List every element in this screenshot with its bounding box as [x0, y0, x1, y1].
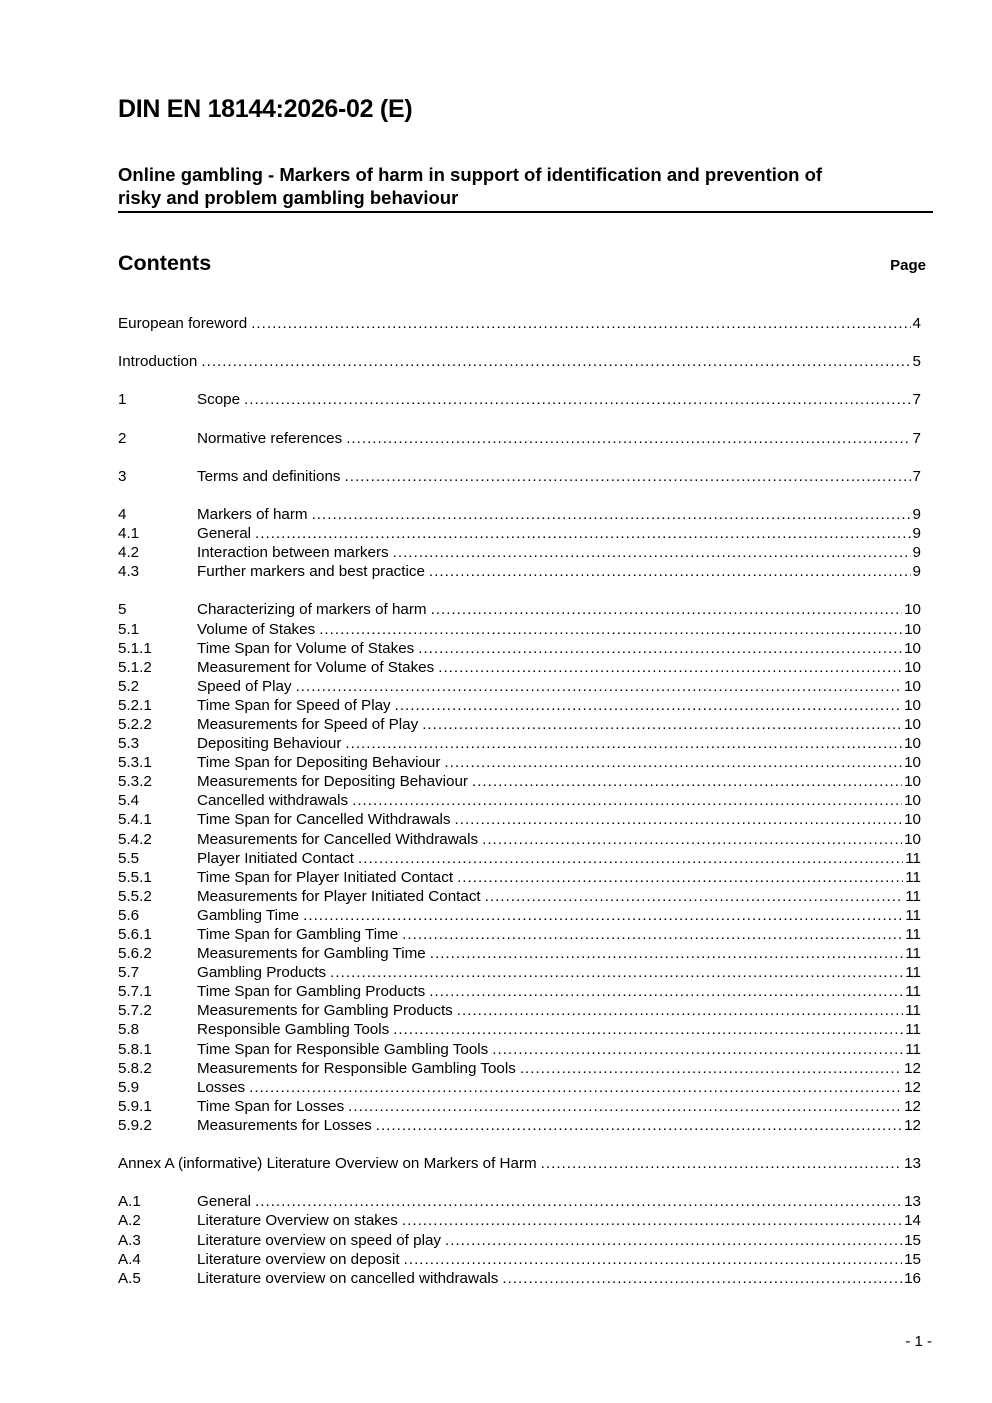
toc-entry[interactable]	[118, 791, 921, 810]
page-column-label: Page	[890, 257, 926, 274]
toc-entry[interactable]	[118, 600, 921, 619]
toc-entry[interactable]	[118, 1269, 921, 1288]
toc-entry[interactable]	[118, 467, 921, 486]
toc-entry-page: 7	[912, 391, 921, 409]
toc-entry[interactable]	[118, 1078, 921, 1097]
toc-entry[interactable]	[118, 1040, 921, 1059]
toc-entry-number: 5.4.2	[118, 830, 152, 848]
toc-entry-number: 5.3	[118, 735, 140, 753]
toc-entry-number: A.1	[118, 1193, 141, 1211]
toc-entry-number: 5	[118, 601, 127, 619]
toc-entry-title: Time Span for Gambling Time	[197, 926, 399, 943]
toc-entry-page: 11	[905, 906, 921, 924]
toc-dot-leader	[429, 562, 911, 581]
toc-dot-leader	[520, 1059, 902, 1078]
toc-entry-page: 11	[905, 849, 921, 867]
toc-dot-leader	[457, 868, 903, 887]
toc-entry-title: General	[197, 1193, 252, 1211]
toc-entry-title: General	[197, 525, 252, 543]
toc-entry-number: 5.2.1	[118, 696, 152, 714]
toc-entry[interactable]	[118, 868, 921, 887]
toc-dot-leader	[418, 639, 902, 658]
toc-dot-leader	[455, 810, 903, 829]
toc-entry-title: Time Span for Losses	[197, 1097, 345, 1115]
toc-entry[interactable]	[118, 734, 921, 753]
toc-entry[interactable]	[118, 429, 921, 448]
toc-entry-number: 5.8.1	[118, 1040, 152, 1058]
toc-entry-page: 11	[905, 1040, 921, 1058]
toc-dot-leader	[457, 1001, 903, 1020]
toc-dot-leader	[255, 1192, 902, 1211]
toc-entry-page: 13	[904, 1193, 921, 1211]
toc-entry-title: Time Span for Gambling Products	[197, 983, 426, 1001]
toc-dot-leader	[445, 1231, 902, 1250]
toc-entry-title: European foreword	[118, 315, 248, 332]
toc-entry-title: Measurements for Losses	[197, 1116, 372, 1134]
toc-entry-title: Markers of harm	[197, 505, 308, 523]
toc-dot-leader	[352, 791, 902, 810]
toc-entry-number: A.4	[118, 1250, 141, 1268]
toc-entry[interactable]	[118, 658, 921, 677]
toc-dot-leader	[402, 1211, 902, 1230]
toc-dot-leader	[404, 1250, 902, 1269]
toc-dot-leader	[393, 543, 911, 562]
toc-entry-page: 10	[904, 601, 921, 619]
toc-dot-leader	[249, 1078, 902, 1097]
toc-entry-page: 12	[904, 1078, 921, 1096]
toc-entry-title: Literature overview on speed of play	[197, 1231, 441, 1249]
toc-entry-title: Introduction	[118, 353, 198, 371]
toc-dot-leader	[330, 963, 903, 982]
toc-entry[interactable]	[118, 1001, 921, 1020]
toc-dot-leader	[429, 982, 903, 1001]
toc-dot-leader	[346, 429, 910, 448]
toc-dot-leader	[376, 1116, 902, 1135]
toc-entry-title: Gambling Products	[197, 964, 327, 982]
toc-entry-number: 5.9.2	[118, 1116, 152, 1134]
toc-entry-page: 9	[912, 505, 921, 523]
toc-dot-leader	[431, 600, 903, 619]
toc-dot-leader	[345, 734, 902, 753]
toc-entry[interactable]	[118, 849, 921, 868]
toc-entry-page: 10	[904, 696, 921, 714]
toc-entry[interactable]	[118, 1059, 921, 1078]
subtitle-line-2: risky and problem gambling behaviour	[118, 187, 459, 208]
toc-dot-leader	[255, 524, 911, 543]
toc-entry[interactable]	[118, 352, 921, 371]
toc-dot-leader	[541, 1154, 902, 1173]
toc-entry-page: 11	[905, 926, 921, 943]
toc-entry-page: 7	[912, 429, 921, 447]
toc-entry-title: Time Span for Depositing Behaviour	[197, 754, 441, 772]
toc-entry-number: 5.8	[118, 1021, 140, 1039]
toc-entry-page: 13	[904, 1155, 921, 1173]
toc-entry-number: 5.7	[118, 964, 140, 982]
toc-dot-leader	[345, 467, 911, 486]
toc-entry-title: Measurements for Responsible Gambling Tools	[197, 1059, 516, 1077]
toc-entry-page: 9	[912, 544, 921, 562]
toc-entry-page: 10	[904, 792, 921, 810]
toc-dot-leader	[492, 1040, 903, 1059]
toc-dot-leader	[502, 1269, 902, 1288]
toc-entry-title: Time Span for Player Initiated Contact	[197, 868, 454, 886]
toc-entry-number: 5.4.1	[118, 811, 152, 829]
toc-entry-number: 5.5.1	[118, 868, 152, 886]
toc-entry-page: 10	[904, 620, 921, 638]
toc-entry[interactable]	[118, 639, 921, 658]
toc-entry-title: Measurements for Gambling Products	[197, 1002, 453, 1020]
toc-entry[interactable]	[118, 830, 921, 849]
toc-entry-number: 4	[118, 505, 127, 523]
toc-dot-leader	[358, 849, 903, 868]
toc-entry-number: 4.3	[118, 563, 140, 581]
toc-entry-page: 16	[904, 1269, 921, 1287]
toc-dot-leader	[296, 677, 903, 696]
toc-entry-title: Further markers and best practice	[197, 563, 425, 581]
toc-dot-leader	[244, 390, 910, 409]
toc-entry-number: 4.2	[118, 544, 140, 562]
toc-entry-number: 5.2	[118, 677, 140, 695]
toc-dot-leader	[430, 944, 903, 963]
toc-entry-title: Measurements for Player Initiated Contact	[197, 887, 481, 905]
toc-entry[interactable]	[118, 1192, 921, 1211]
toc-entry-number: 5.2.2	[118, 715, 152, 733]
toc-entry-title: Time Span for Speed of Play	[197, 696, 391, 714]
toc-entry[interactable]	[118, 1154, 921, 1173]
toc-entry[interactable]	[118, 753, 921, 772]
toc-entry[interactable]	[118, 1231, 921, 1250]
toc-entry-page: 10	[904, 639, 921, 657]
toc-entry-page: 11	[905, 945, 921, 963]
toc-entry-page: 10	[904, 735, 921, 753]
toc-entry[interactable]	[118, 696, 921, 715]
toc-entry-number: 4.1	[118, 525, 140, 543]
toc-entry-number: 5.6	[118, 906, 140, 924]
toc-dot-leader	[251, 314, 910, 333]
toc-entry-title: Volume of Stakes	[197, 620, 316, 638]
toc-entry-title: Measurements for Gambling Time	[197, 945, 426, 963]
toc-dot-leader	[393, 1020, 903, 1039]
toc-entry-title: Interaction between markers	[197, 544, 389, 562]
toc-entry[interactable]	[118, 982, 921, 1001]
toc-entry-number: 5.9	[118, 1078, 140, 1096]
subtitle-line-1: Online gambling - Markers of harm in support of identification and prevention of	[118, 164, 823, 185]
toc-entry-title: Measurements for Speed of Play	[197, 715, 419, 733]
toc-entry-page: 9	[912, 525, 921, 543]
toc-entry[interactable]	[118, 925, 921, 944]
toc-entry-title: Depositing Behaviour	[197, 735, 342, 753]
toc-entry-title: Measurements for Cancelled Withdrawals	[197, 830, 479, 848]
toc-entry[interactable]	[118, 543, 921, 562]
toc-entry-number: 5.7.1	[118, 983, 152, 1001]
toc-entry-title: Player Initiated Contact	[197, 849, 355, 867]
toc-entry[interactable]	[118, 524, 921, 543]
toc-entry-page: 14	[904, 1212, 921, 1230]
toc-entry-title: Losses	[197, 1078, 246, 1096]
toc-entry-page: 7	[912, 467, 921, 485]
toc-entry[interactable]	[118, 887, 921, 906]
toc-entry-page: 11	[905, 964, 921, 982]
toc-dot-leader	[402, 925, 903, 944]
toc-entry[interactable]	[118, 1250, 921, 1269]
toc-entry-title: Time Span for Volume of Stakes	[197, 639, 415, 657]
toc-entry-page: 9	[912, 563, 921, 581]
toc-entry-title: Measurements for Depositing Behaviour	[197, 773, 468, 791]
toc-dot-leader	[395, 696, 902, 715]
toc-entry[interactable]	[118, 715, 921, 734]
toc-entry[interactable]	[118, 390, 921, 409]
toc-entry-number: 5.6.2	[118, 945, 152, 963]
toc-entry-number: 5.4	[118, 792, 140, 810]
toc-entry-page: 11	[905, 887, 921, 905]
toc-entry-number: A.2	[118, 1212, 141, 1230]
toc-dot-leader	[422, 715, 902, 734]
toc-entry-title: Responsible Gambling Tools	[197, 1021, 390, 1039]
toc-entry[interactable]	[118, 810, 921, 829]
toc-dot-leader	[472, 772, 902, 791]
toc-entry-page: 11	[905, 868, 921, 886]
toc-dot-leader	[438, 658, 902, 677]
toc-entry-number: A.3	[118, 1231, 141, 1249]
toc-entry[interactable]	[118, 963, 921, 982]
toc-entry-number: 5.9.1	[118, 1097, 152, 1115]
toc-entry-page: 12	[904, 1116, 921, 1134]
toc-entry-title: Gambling Time	[197, 906, 300, 924]
toc-entry-title: Time Span for Cancelled Withdrawals	[197, 811, 451, 829]
toc-dot-leader	[312, 505, 911, 524]
toc-entry-title: Speed of Play	[197, 677, 292, 695]
toc-entry[interactable]	[118, 1097, 921, 1116]
toc-entry[interactable]	[118, 772, 921, 791]
toc-entry[interactable]	[118, 677, 921, 696]
toc-entry[interactable]	[118, 906, 921, 925]
toc-dot-leader	[482, 830, 902, 849]
toc-entry-title: Literature Overview on stakes	[197, 1212, 398, 1230]
toc-entry-title: Characterizing of markers of harm	[197, 601, 427, 619]
toc-entry[interactable]	[118, 944, 921, 963]
toc-entry-page: 11	[905, 1021, 921, 1039]
toc-dot-leader	[444, 753, 902, 772]
toc-entry-title: Literature overview on cancelled withdrawals	[197, 1269, 499, 1287]
toc-entry-number: 5.7.2	[118, 1002, 152, 1020]
toc-entry-page: 10	[904, 811, 921, 829]
toc-entry-page: 15	[904, 1231, 921, 1249]
toc-dot-leader	[485, 887, 904, 906]
toc-entry[interactable]	[118, 1116, 921, 1135]
toc-entry-number: 5.1.1	[118, 639, 152, 657]
toc-entry-page: 15	[904, 1250, 921, 1268]
toc-entry-title: Time Span for Responsible Gambling Tools	[197, 1040, 489, 1058]
toc-dot-leader	[348, 1097, 902, 1116]
toc-entry-number: 5.5.2	[118, 887, 152, 905]
toc-entry-number: 5.3.2	[118, 773, 152, 791]
toc-entry-title: Measurement for Volume of Stakes	[197, 658, 435, 676]
toc-entry-number: 5.1	[118, 620, 140, 638]
toc-entry-number: A.5	[118, 1269, 141, 1287]
toc-entry-page: 10	[904, 715, 921, 733]
toc-entry-title: Literature overview on deposit	[197, 1250, 400, 1268]
toc-entry-page: 10	[904, 658, 921, 676]
toc-entry-title: Annex A (informative) Literature Overview on Markers of Harm	[118, 1155, 537, 1173]
contents-heading: Contents	[118, 251, 212, 275]
toc-dot-leader	[319, 620, 902, 639]
toc-entry[interactable]	[118, 1211, 921, 1230]
toc-entry-number: 5.6.1	[118, 926, 152, 943]
toc-entry-page: 5	[912, 353, 921, 371]
toc-entry-page: 11	[905, 983, 921, 1001]
toc-entry-title: Scope	[197, 391, 241, 409]
toc-entry-number: 3	[118, 467, 127, 485]
table-of-contents	[118, 314, 921, 1288]
toc-entry-number: 2	[118, 429, 127, 447]
toc-entry-page: 12	[904, 1059, 921, 1077]
toc-entry[interactable]	[118, 314, 921, 333]
toc-entry-page: 12	[904, 1097, 921, 1115]
toc-entry-page: 10	[904, 677, 921, 695]
toc-entry-page: 10	[904, 830, 921, 848]
toc-entry-page: 10	[904, 773, 921, 791]
toc-entry[interactable]	[118, 505, 921, 524]
toc-entry-title: Normative references	[197, 429, 343, 447]
page-number: - 1 -	[905, 1333, 932, 1350]
toc-entry-page: 10	[904, 754, 921, 772]
toc-entry-number: 1	[118, 391, 127, 409]
toc-entry-number: 5.8.2	[118, 1059, 152, 1077]
toc-entry[interactable]	[118, 562, 921, 581]
toc-dot-leader	[303, 906, 903, 925]
document-subtitle	[118, 163, 933, 213]
toc-entry-title: Cancelled withdrawals	[197, 792, 349, 810]
toc-entry-number: 5.5	[118, 849, 140, 867]
toc-entry-number: 5.1.2	[118, 658, 152, 676]
toc-entry-number: 5.3.1	[118, 754, 152, 772]
toc-dot-leader	[201, 352, 910, 371]
toc-entry[interactable]	[118, 620, 921, 639]
toc-entry[interactable]	[118, 1020, 921, 1039]
toc-entry-title: Terms and definitions	[197, 467, 341, 485]
document-id-title: DIN EN 18144:2026-02 (E)	[118, 95, 413, 123]
toc-entry-page: 11	[905, 1002, 921, 1020]
toc-entry-page: 4	[912, 315, 921, 332]
